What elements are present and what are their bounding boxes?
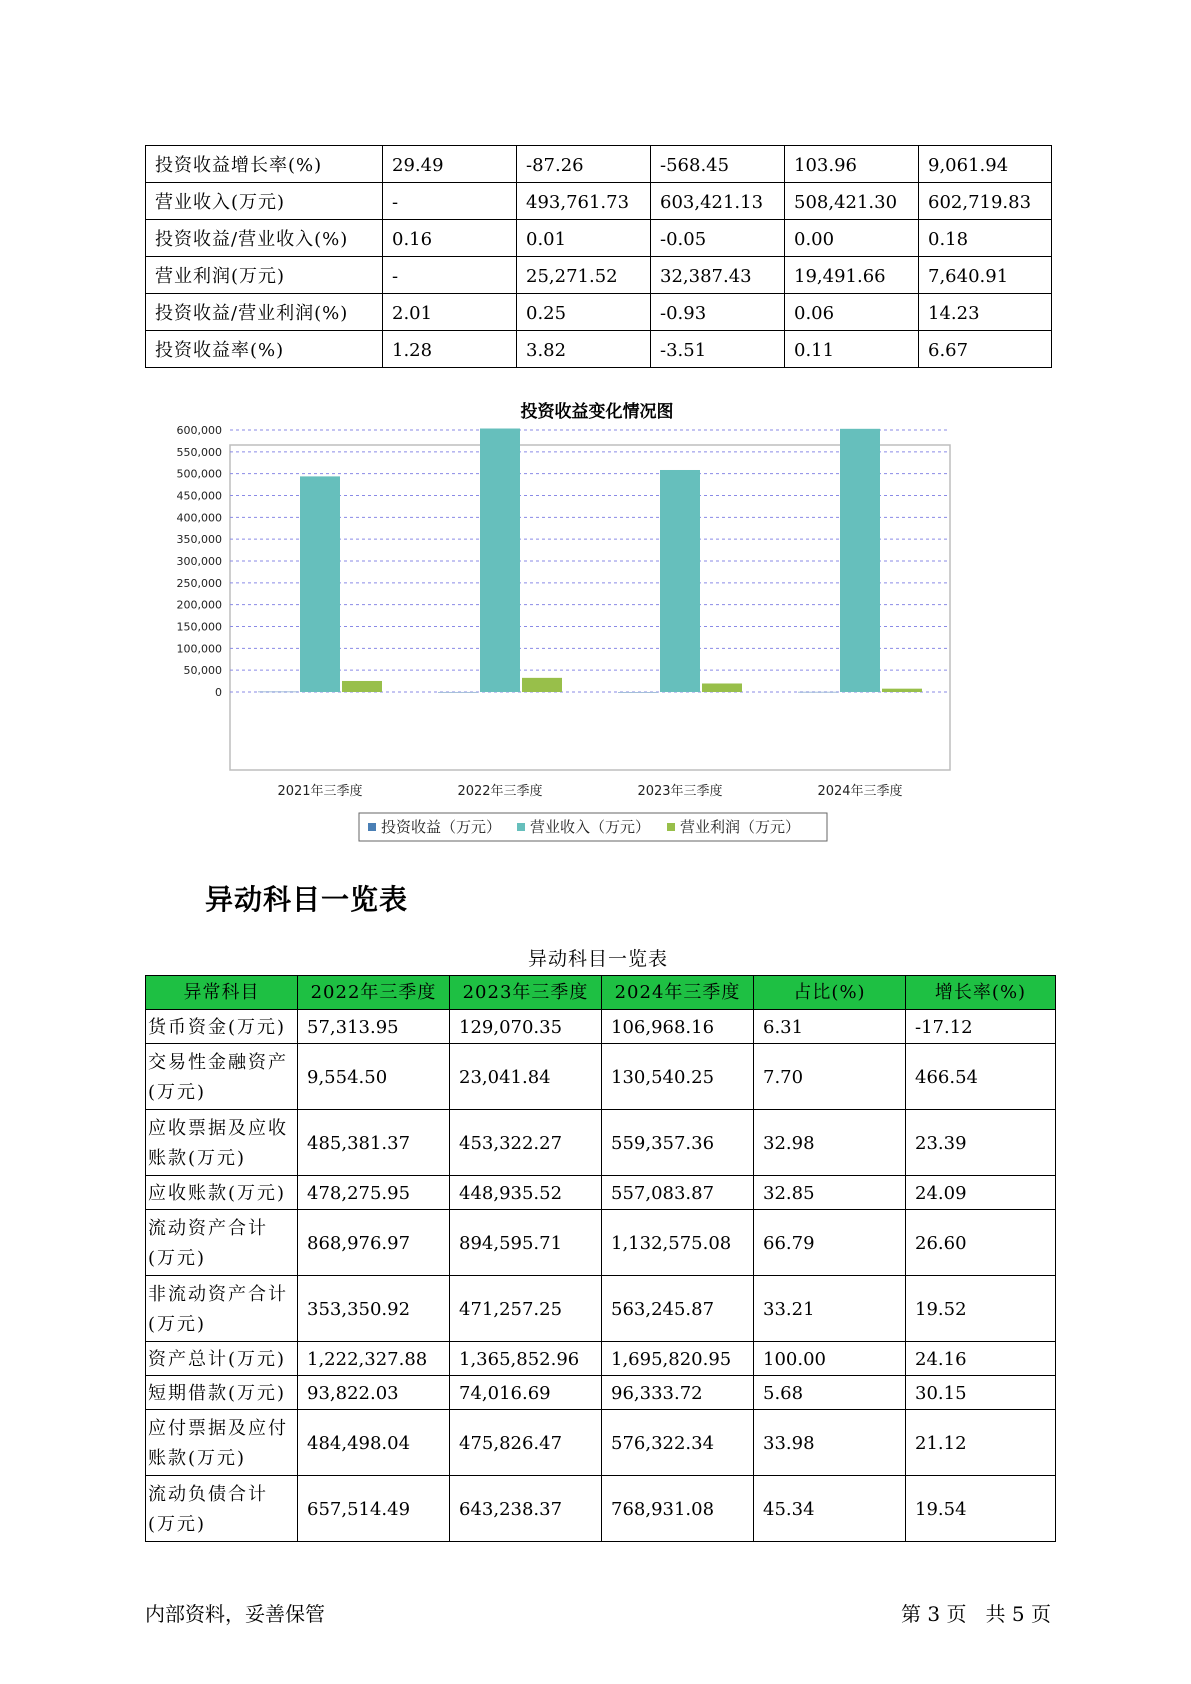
- chart-legend: [359, 813, 827, 841]
- y-tick-label: 200,000: [176, 598, 222, 612]
- table-cell: 478,275.95: [298, 1176, 450, 1210]
- section-heading: 异动科目一览表: [205, 883, 409, 916]
- table-cell: 21.12: [906, 1410, 1056, 1476]
- table-row: [146, 1176, 1056, 1210]
- table-cell: 0.11: [785, 331, 919, 368]
- bar-operating-profit: [522, 678, 562, 692]
- table-cell: 471,257.25: [450, 1276, 602, 1342]
- item-name: 交易性金融资产(万元): [146, 1044, 298, 1110]
- x-category-label: 2024年三季度: [817, 784, 903, 799]
- table-cell: 643,238.37: [450, 1476, 602, 1542]
- investment-income-table-body: [146, 146, 1052, 368]
- legend-swatch: [667, 823, 675, 831]
- table-cell: 25,271.52: [517, 257, 651, 294]
- y-tick-label: 0: [215, 686, 222, 699]
- table-cell: 0.06: [785, 294, 919, 331]
- table-cell: 23,041.84: [450, 1044, 602, 1110]
- table-row: [146, 257, 1052, 294]
- row-label: 投资收益增长率(%): [146, 146, 383, 183]
- item-name: 应付票据及应付账款(万元): [146, 1410, 298, 1476]
- bar-investment-income: [618, 692, 658, 693]
- legend-label: 投资收益（万元）: [381, 818, 502, 836]
- table-cell: 602,719.83: [919, 183, 1052, 220]
- table-cell: 0.01: [517, 220, 651, 257]
- table-cell: 1,132,575.08: [602, 1210, 754, 1276]
- footer-page-number: 第 3 页 共 5 页: [901, 1602, 1051, 1626]
- table-cell: 576,322.34: [602, 1410, 754, 1476]
- row-label: 营业收入(万元): [146, 183, 383, 220]
- table-cell: 475,826.47: [450, 1410, 602, 1476]
- table-cell: 14.23: [919, 294, 1052, 331]
- chart-title: 投资收益变化情况图: [520, 402, 674, 422]
- table-row: [146, 1276, 1056, 1342]
- table-cell: -3.51: [651, 331, 785, 368]
- x-category-label: 2022年三季度: [457, 784, 543, 799]
- column-header: 异常科目: [146, 976, 298, 1010]
- table-cell: 493,761.73: [517, 183, 651, 220]
- table-cell: 1,222,327.88: [298, 1342, 450, 1376]
- table-cell: 0.00: [785, 220, 919, 257]
- bar-operating-revenue: [660, 470, 700, 692]
- table-cell: 32.98: [754, 1110, 906, 1176]
- footer-confidential-note: 内部资料，妥善保管: [145, 1602, 325, 1626]
- table-cell: 6.67: [919, 331, 1052, 368]
- table-row: [146, 1376, 1056, 1410]
- y-tick-label: 250,000: [176, 576, 222, 590]
- table-cell: 1.28: [383, 331, 517, 368]
- table-cell: 0.18: [919, 220, 1052, 257]
- table-cell: 106,968.16: [602, 1010, 754, 1044]
- table-cell: 24.09: [906, 1176, 1056, 1210]
- table-cell: 3.82: [517, 331, 651, 368]
- table-cell: 93,822.03: [298, 1376, 450, 1410]
- table-cell: 7.70: [754, 1044, 906, 1110]
- table-cell: 30.15: [906, 1376, 1056, 1410]
- table-cell: 33.98: [754, 1410, 906, 1476]
- table-cell: 32.85: [754, 1176, 906, 1210]
- table-row: [146, 1476, 1056, 1542]
- y-tick-label: 100,000: [176, 642, 222, 656]
- table-cell: 1,695,820.95: [602, 1342, 754, 1376]
- abnormal-items-table-body: [146, 1010, 1056, 1542]
- table-row: [146, 146, 1052, 183]
- y-tick-label: 150,000: [176, 620, 222, 634]
- y-tick-label: 300,000: [176, 555, 222, 568]
- table-cell: 868,976.97: [298, 1210, 450, 1276]
- item-name: 短期借款(万元): [146, 1376, 298, 1410]
- item-name: 非流动资产合计(万元): [146, 1276, 298, 1342]
- table-cell: 6.31: [754, 1010, 906, 1044]
- table-cell: -0.05: [651, 220, 785, 257]
- table-cell: 33.21: [754, 1276, 906, 1342]
- bar-operating-profit: [702, 683, 742, 692]
- y-tick-label: 50,000: [183, 664, 222, 678]
- x-category-label: 2023年三季度: [637, 784, 723, 799]
- investment-income-table: [145, 145, 1052, 368]
- table-cell: 7,640.91: [919, 257, 1052, 294]
- table-cell: -87.26: [517, 146, 651, 183]
- table-row: [146, 220, 1052, 257]
- table-cell: 657,514.49: [298, 1476, 450, 1542]
- table-row: [146, 1410, 1056, 1476]
- table-cell: 130,540.25: [602, 1044, 754, 1110]
- table-cell: 29.49: [383, 146, 517, 183]
- bar-investment-income: [258, 692, 298, 693]
- table-cell: 19.52: [906, 1276, 1056, 1342]
- bar-investment-income: [438, 692, 478, 693]
- legend-swatch: [368, 823, 376, 831]
- table-row: [146, 294, 1052, 331]
- table-cell: 0.25: [517, 294, 651, 331]
- table-cell: 0.16: [383, 220, 517, 257]
- item-name: 应收票据及应收账款(万元): [146, 1110, 298, 1176]
- y-axis-ticks: [177, 424, 223, 699]
- y-tick-label: 550,000: [176, 445, 222, 459]
- table-row: [146, 1010, 1056, 1044]
- bar-operating-revenue: [300, 476, 340, 692]
- table-cell: 19.54: [906, 1476, 1056, 1542]
- abnormal-items-header-row: [146, 976, 1056, 1010]
- table-cell: 768,931.08: [602, 1476, 754, 1542]
- bar-investment-income: [798, 692, 838, 693]
- table-cell: 603,421.13: [651, 183, 785, 220]
- legend-label: 营业收入（万元）: [530, 818, 651, 836]
- table-cell: 466.54: [906, 1044, 1056, 1110]
- table-cell: 508,421.30: [785, 183, 919, 220]
- table-cell: -568.45: [651, 146, 785, 183]
- column-header: 2023年三季度: [450, 976, 602, 1010]
- abnormal-items-table: [145, 975, 1056, 1542]
- y-tick-label: 500,000: [176, 467, 222, 481]
- table-caption: 异动科目一览表: [527, 948, 668, 970]
- x-axis-labels: [277, 783, 902, 799]
- item-name: 货币资金(万元): [146, 1010, 298, 1044]
- item-name: 资产总计(万元): [146, 1342, 298, 1376]
- table-cell: 894,595.71: [450, 1210, 602, 1276]
- table-cell: 103.96: [785, 146, 919, 183]
- table-row: [146, 1342, 1056, 1376]
- table-cell: 100.00: [754, 1342, 906, 1376]
- table-cell: -0.93: [651, 294, 785, 331]
- row-label: 投资收益率(%): [146, 331, 383, 368]
- y-tick-label: 400,000: [176, 511, 222, 525]
- table-cell: 66.79: [754, 1210, 906, 1276]
- table-cell: 32,387.43: [651, 257, 785, 294]
- table-row: [146, 1110, 1056, 1176]
- table-cell: 448,935.52: [450, 1176, 602, 1210]
- column-header: 2024年三季度: [602, 976, 754, 1010]
- bar-operating-revenue: [480, 429, 520, 692]
- table-cell: 559,357.36: [602, 1110, 754, 1176]
- table-row: [146, 1210, 1056, 1276]
- y-tick-label: 600,000: [176, 424, 222, 437]
- x-category-label: 2021年三季度: [277, 784, 363, 799]
- table-cell: 9,554.50: [298, 1044, 450, 1110]
- y-tick-label: 350,000: [176, 533, 222, 547]
- table-row: [146, 1044, 1056, 1110]
- column-header: 2022年三季度: [298, 976, 450, 1010]
- table-cell: 24.16: [906, 1342, 1056, 1376]
- table-cell: 26.60: [906, 1210, 1056, 1276]
- table-cell: 9,061.94: [919, 146, 1052, 183]
- legend-label: 营业利润（万元）: [680, 818, 801, 836]
- table-cell: 453,322.27: [450, 1110, 602, 1176]
- table-cell: 129,070.35: [450, 1010, 602, 1044]
- table-row: [146, 331, 1052, 368]
- table-cell: 45.34: [754, 1476, 906, 1542]
- table-cell: -17.12: [906, 1010, 1056, 1044]
- table-cell: 23.39: [906, 1110, 1056, 1176]
- table-cell: 74,016.69: [450, 1376, 602, 1410]
- legend-swatch: [517, 823, 525, 831]
- investment-income-chart: [160, 395, 1020, 845]
- column-header: 占比(%): [754, 976, 906, 1010]
- bar-operating-revenue: [840, 429, 880, 692]
- table-cell: 19,491.66: [785, 257, 919, 294]
- row-label: 营业利润(万元): [146, 257, 383, 294]
- row-label: 投资收益/营业收入(%): [146, 220, 383, 257]
- table-row: [146, 183, 1052, 220]
- column-header: 增长率(%): [906, 976, 1056, 1010]
- bar-operating-profit: [342, 681, 382, 692]
- table-cell: -: [383, 183, 517, 220]
- y-tick-label: 450,000: [176, 489, 222, 503]
- table-cell: 557,083.87: [602, 1176, 754, 1210]
- table-cell: 96,333.72: [602, 1376, 754, 1410]
- table-cell: 484,498.04: [298, 1410, 450, 1476]
- table-cell: 563,245.87: [602, 1276, 754, 1342]
- row-label: 投资收益/营业利润(%): [146, 294, 383, 331]
- item-name: 应收账款(万元): [146, 1176, 298, 1210]
- item-name: 流动负债合计(万元): [146, 1476, 298, 1542]
- table-cell: -: [383, 257, 517, 294]
- table-cell: 2.01: [383, 294, 517, 331]
- table-cell: 57,313.95: [298, 1010, 450, 1044]
- bar-operating-profit: [882, 689, 922, 692]
- item-name: 流动资产合计(万元): [146, 1210, 298, 1276]
- table-cell: 485,381.37: [298, 1110, 450, 1176]
- table-cell: 5.68: [754, 1376, 906, 1410]
- table-cell: 353,350.92: [298, 1276, 450, 1342]
- table-cell: 1,365,852.96: [450, 1342, 602, 1376]
